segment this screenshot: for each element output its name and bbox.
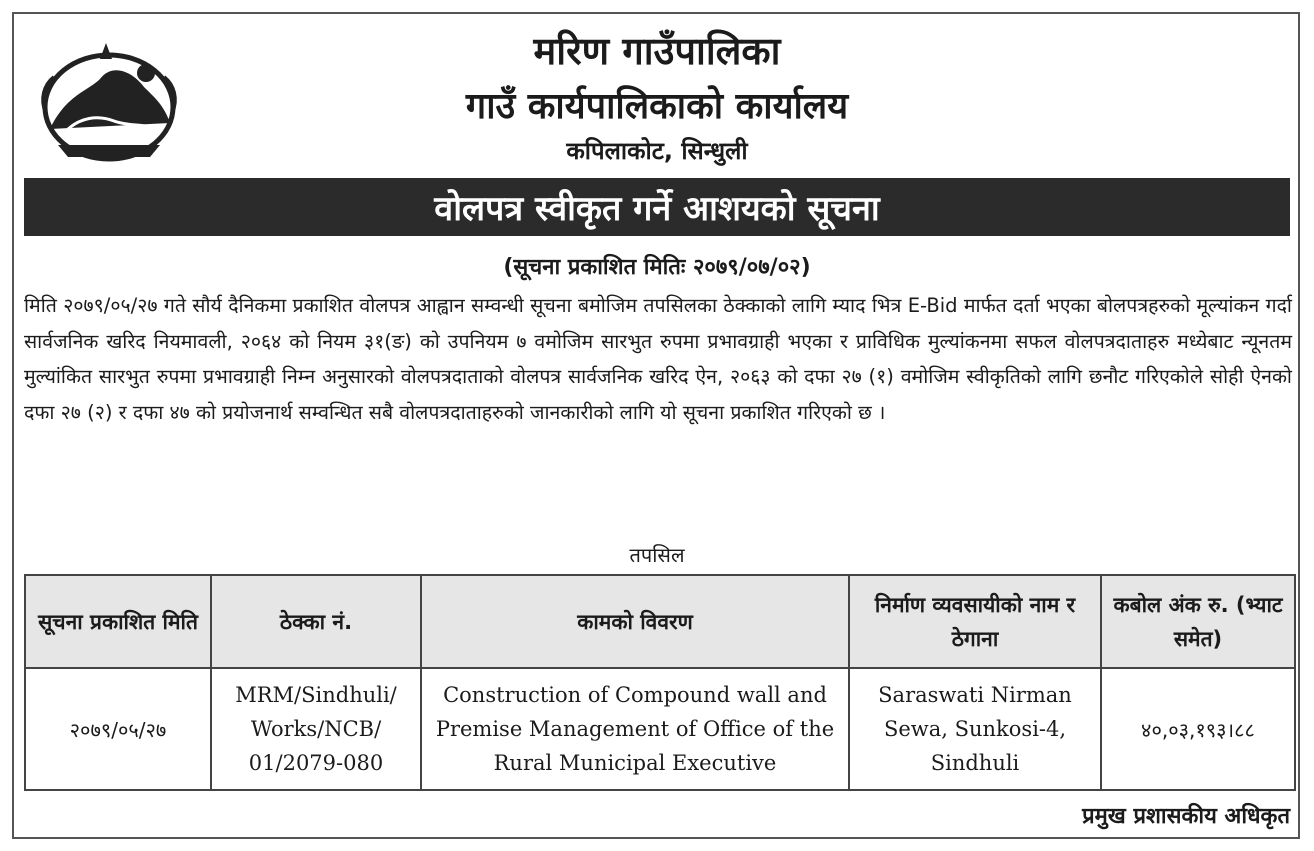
- cell-contractor: Saraswati Nirman Sewa, Sunkosi-4, Sindhuli: [849, 668, 1101, 790]
- schedule-heading: तपसिल: [629, 543, 685, 567]
- table-header-row: [25, 575, 1295, 668]
- organization-name: मरिण गाउँपालिका: [533, 29, 781, 73]
- notice-body: मिति २०७९/०५/२७ गते सौर्य दैनिकमा प्रकाशित वोलपत्र आह्वान सम्वन्धी सूचना बमोजिम तपसिलका ठेक्काको लागि म्याद भित्र E-Bid मार्फत दर्ता भएका बोलपत्रहरुको मूल्यांकन गर्दा सार्वजनिक खरिद नियमावली, २०६४ को नियम ३१(ङ) को उपनियम ७ वमोजिम सारभुत रुपमा प्रभावग्राही भएका र प्राविधिक मुल्यांकनमा सफल वोलपत्रदाताहरु मध्येबाट न्यूनतम मुल्यांकित सारभुत रुपमा प्रभावग्राही निम्न अनुसारको वोलपत्रदाताको वोलपत्र सार्वजनिक खरिद ऐन, २०६३ को दफा २७ (१) वमोजिम स्वीकृतिको लागि छनौट गरिएकोले सोही ऐनको दफा २७ (२) र दफा ४७ को प्रयोजनार्थ सम्वन्धित सबै वोलपत्रदाताहरुको जानकारीको लागि यो सूचना प्रकाशित गरिएको छ ।: [24, 294, 1292, 424]
- cell-bid-amount: ४०,०३,१९३।८८: [1101, 668, 1295, 790]
- col-header-published-date: सूचना प्रकाशित मिति: [25, 575, 211, 668]
- published-date: (सूचना प्रकाशित मितिः २०७९/०७/०२): [503, 255, 811, 280]
- notice-title-banner: [24, 178, 1290, 236]
- col-header-contract-no: ठेक्का नं.: [211, 575, 421, 668]
- notice-title: वोलपत्र स्वीकृत गर्ने आशयको सूचना: [434, 189, 880, 229]
- col-header-work-description: कामको विवरण: [421, 575, 849, 668]
- signatory-title: प्रमुख प्रशासकीय अधिकृत: [1082, 804, 1290, 829]
- cell-contract-no: MRM/Sindhuli/ Works/NCB/ 01/2079-080: [211, 668, 421, 790]
- col-header-contractor: निर्माण व्यवसायीको नाम र ठेगाना: [849, 575, 1101, 668]
- col-header-bid-amount: कबोल अंक रु. (भ्याट समेत): [1101, 575, 1295, 668]
- cell-published-date: २०७९/०५/२७: [25, 668, 211, 790]
- table-row: [25, 668, 1295, 790]
- office-address: कपिलाकोट, सिन्धुली: [566, 137, 748, 165]
- cell-work-description: Construction of Compound wall and Premise Management of Office of the Rural Municipal Executive: [421, 668, 849, 790]
- office-name: गाउँ कार्यपालिकाको कार्यालय: [465, 86, 849, 127]
- schedule-table: [24, 574, 1296, 791]
